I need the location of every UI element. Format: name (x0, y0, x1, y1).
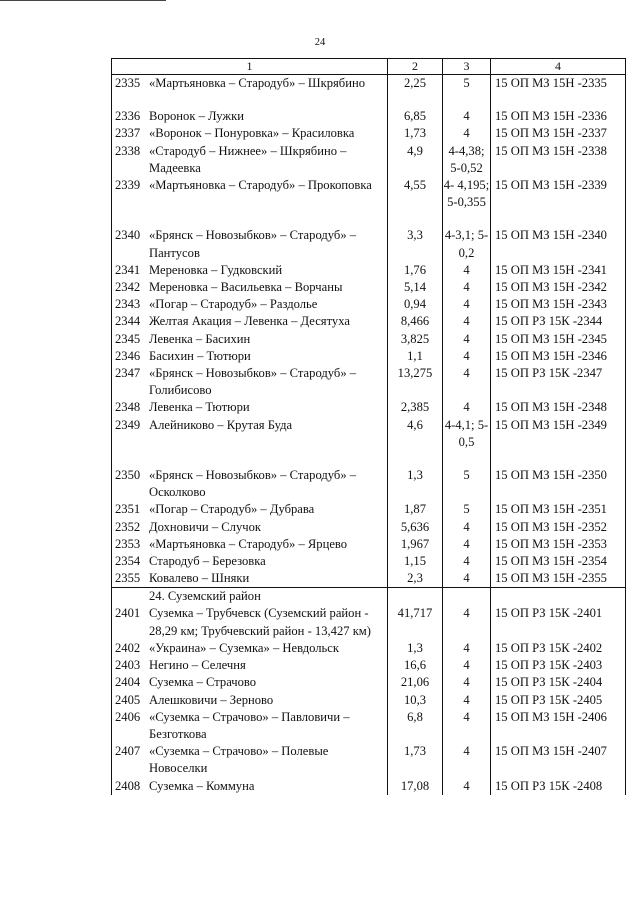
road-number: 2346 (115, 348, 141, 363)
road-code: 15 ОП МЗ 15Н -2406 (491, 709, 626, 743)
road-category: 4 (443, 640, 491, 657)
road-cell (112, 262, 388, 279)
road-code: 15 ОП РЗ 15К -2347 (491, 365, 626, 399)
road-code: 15 ОП МЗ 15Н -2337 (491, 125, 626, 142)
road-name: Мереновка – Гудковский (149, 262, 283, 277)
road-name: Мереновка – Васильевка – Ворчаны (149, 280, 343, 295)
spacer-cell (388, 451, 443, 467)
road-cell (112, 417, 388, 451)
road-length: 3,825 (388, 331, 443, 348)
road-cell (112, 348, 388, 365)
spacer-cell (491, 92, 626, 108)
road-length: 5,636 (388, 519, 443, 536)
road-length: 2,385 (388, 399, 443, 416)
road-code: 15 ОП МЗ 15Н -2346 (491, 348, 626, 365)
road-number: 2404 (115, 675, 141, 690)
road-category: 4 (443, 108, 491, 125)
table-row (112, 313, 626, 330)
road-cell (112, 657, 388, 674)
road-name: «Суземка – Страчово» – Павловичи – Безготкова (149, 709, 350, 741)
table-row (112, 674, 626, 691)
road-number: 2401 (115, 606, 141, 621)
road-name: «Мартьяновка – Стародуб» – Прокоповка (149, 178, 372, 193)
road-number: 2341 (115, 262, 141, 277)
road-category: 4 (443, 570, 491, 588)
road-length: 13,275 (388, 365, 443, 399)
road-name: Воронок – Лужки (149, 109, 244, 124)
road-category: 4 (443, 279, 491, 296)
road-code: 15 ОП МЗ 15Н -2355 (491, 570, 626, 588)
road-code: 15 ОП МЗ 15Н -2350 (491, 467, 626, 501)
road-name: Желтая Акация – Левенка – Десятуха (149, 314, 350, 329)
road-name: Суземка – Трубчевск (Суземский район - 28,29 км; Трубчевский район - 13,427 км) (149, 606, 371, 638)
road-name: «Брянск – Новозыбков» – Стародуб» – Голибисово (149, 366, 357, 398)
table-row (112, 417, 626, 451)
road-length: 2,3 (388, 570, 443, 588)
table-row (112, 778, 626, 795)
page-number: 24 (314, 37, 326, 48)
road-length: 4,6 (388, 417, 443, 451)
road-category: 5 (443, 75, 491, 93)
road-code: 15 ОП РЗ 15К -2404 (491, 674, 626, 691)
road-name: «Брянск – Новозыбков» – Стародуб» – Пантусов (149, 228, 357, 260)
table-row (112, 331, 626, 348)
road-category: 4 (443, 743, 491, 777)
road-length: 1,76 (388, 262, 443, 279)
road-category: 4 (443, 399, 491, 416)
road-code: 15 ОП МЗ 15Н -2338 (491, 143, 626, 177)
road-length: 6,85 (388, 108, 443, 125)
header-col-1: 1 (112, 59, 388, 75)
road-cell (112, 778, 388, 795)
road-cell (112, 536, 388, 553)
road-cell (112, 331, 388, 348)
table-row (112, 605, 626, 639)
road-number: 2351 (115, 502, 141, 517)
road-number: 2407 (115, 744, 141, 759)
road-cell (112, 553, 388, 570)
road-name: «Погар – Стародуб» – Раздолье (149, 297, 318, 312)
road-code: 15 ОП РЗ 15К -2403 (491, 657, 626, 674)
road-length: 1,967 (388, 536, 443, 553)
table-row (112, 75, 626, 93)
road-cell (112, 108, 388, 125)
road-cell (112, 570, 388, 588)
road-cell (112, 177, 388, 211)
road-number: 2355 (115, 571, 141, 586)
road-length: 0,94 (388, 296, 443, 313)
road-number: 2350 (115, 468, 141, 483)
road-cell (112, 143, 388, 177)
road-code: 15 ОП РЗ 15К -2405 (491, 692, 626, 709)
spacer-cell (491, 211, 626, 227)
road-cell (112, 467, 388, 501)
header-col-3: 3 (443, 59, 491, 75)
road-category: 5 (443, 501, 491, 518)
road-number: 2349 (115, 417, 141, 432)
road-number: 2336 (115, 109, 141, 124)
road-cell (112, 227, 388, 261)
table-row (112, 399, 626, 416)
road-length: 1,15 (388, 553, 443, 570)
road-name: Ковалево – Шняки (149, 571, 250, 586)
road-cell (112, 743, 388, 777)
road-cell (112, 709, 388, 743)
road-length: 5,14 (388, 279, 443, 296)
section-empty-cell (443, 588, 491, 606)
road-category: 4 (443, 605, 491, 639)
roads-table-container (111, 58, 625, 795)
table-header (112, 59, 626, 75)
road-code: 15 ОП МЗ 15Н -2341 (491, 262, 626, 279)
section-row (112, 588, 626, 606)
road-name: Дохновичи – Случок (149, 519, 261, 534)
road-code: 15 ОП МЗ 15Н -2342 (491, 279, 626, 296)
road-name: «Погар – Стародуб» – Дубрава (149, 502, 315, 517)
road-length: 3,3 (388, 227, 443, 261)
table-row (112, 296, 626, 313)
road-number: 2352 (115, 519, 141, 534)
road-length: 41,717 (388, 605, 443, 639)
section-empty-cell (388, 588, 443, 606)
road-cell (112, 399, 388, 416)
road-length: 6,8 (388, 709, 443, 743)
road-category: 4 (443, 657, 491, 674)
table-row (112, 519, 626, 536)
road-name: «Брянск – Новозыбков» – Стародуб» – Осколково (149, 468, 357, 500)
road-length: 1,87 (388, 501, 443, 518)
road-length: 16,6 (388, 657, 443, 674)
road-number: 2335 (115, 76, 141, 90)
road-cell (112, 313, 388, 330)
road-length: 8,466 (388, 313, 443, 330)
table-row (112, 279, 626, 296)
road-category: 5 (443, 467, 491, 501)
road-category: 4 (443, 778, 491, 795)
spacer-cell (443, 211, 491, 227)
road-name: Басихин – Тютюри (149, 348, 251, 363)
table-row (112, 467, 626, 501)
road-code: 15 ОП МЗ 15Н -2336 (491, 108, 626, 125)
road-number: 2353 (115, 536, 141, 551)
road-code: 15 ОП МЗ 15Н -2339 (491, 177, 626, 211)
road-category: 4 (443, 313, 491, 330)
road-name: Алешковичи – Зерново (149, 692, 274, 707)
road-code: 15 ОП МЗ 15Н -2352 (491, 519, 626, 536)
road-name: «Мартьяновка – Стародуб» – Ярцево (149, 536, 348, 551)
road-number: 2345 (115, 331, 141, 346)
table-row (112, 709, 626, 743)
road-category: 4 (443, 125, 491, 142)
spacer-cell (491, 451, 626, 467)
road-code: 15 ОП МЗ 15Н -2354 (491, 553, 626, 570)
road-name: Алейниково – Крутая Буда (149, 417, 293, 432)
top-rule (0, 0, 166, 1)
road-code: 15 ОП МЗ 15Н -2348 (491, 399, 626, 416)
road-cell (112, 640, 388, 657)
road-name: Левенка – Басихин (149, 331, 251, 346)
road-length: 1,73 (388, 125, 443, 142)
table-row (112, 125, 626, 142)
road-name: «Суземка – Страчово» – Полевые Новоселки (149, 744, 329, 776)
header-row (112, 59, 626, 75)
road-number: 2402 (115, 640, 141, 655)
table-body (112, 75, 626, 795)
road-category: 4 (443, 262, 491, 279)
road-number: 2348 (115, 400, 141, 415)
road-code: 15 ОП МЗ 15Н -2351 (491, 501, 626, 518)
road-cell (112, 605, 388, 639)
road-category: 4-3,1; 5-0,2 (443, 227, 491, 261)
section-empty-cell (491, 588, 626, 606)
table-row (112, 365, 626, 399)
road-category: 4-4,1; 5-0,5 (443, 417, 491, 451)
road-number: 2338 (115, 143, 141, 158)
road-cell (112, 692, 388, 709)
road-category: 4 (443, 536, 491, 553)
road-category: 4 (443, 296, 491, 313)
spacer-row (112, 92, 626, 108)
road-length: 21,06 (388, 674, 443, 691)
road-code: 15 ОП МЗ 15Н -2345 (491, 331, 626, 348)
road-code: 15 ОП МЗ 15Н -2407 (491, 743, 626, 777)
table-row (112, 227, 626, 261)
road-number: 2405 (115, 692, 141, 707)
road-number: 2343 (115, 297, 141, 312)
road-code: 15 ОП МЗ 15Н -2353 (491, 536, 626, 553)
spacer-cell (112, 92, 388, 108)
table-row (112, 553, 626, 570)
road-code: 15 ОП РЗ 15К -2408 (491, 778, 626, 795)
road-cell (112, 501, 388, 518)
road-length: 1,3 (388, 640, 443, 657)
road-code: 15 ОП МЗ 15Н -2335 (491, 75, 626, 93)
table-row (112, 640, 626, 657)
road-name: «Стародуб – Нижнее» – Шкрябино – Мадеевка (149, 143, 347, 175)
table-row (112, 177, 626, 211)
road-category: 4 (443, 348, 491, 365)
roads-table (111, 58, 626, 795)
road-name: «Воронок – Понуровка» – Красиловка (149, 126, 355, 141)
spacer-cell (443, 92, 491, 108)
road-number: 2347 (115, 366, 141, 381)
spacer-cell (388, 211, 443, 227)
spacer-row (112, 211, 626, 227)
road-code: 15 ОП МЗ 15Н -2349 (491, 417, 626, 451)
road-cell (112, 365, 388, 399)
road-length: 2,25 (388, 75, 443, 93)
road-number: 2344 (115, 314, 141, 329)
road-length: 1,73 (388, 743, 443, 777)
road-name: Суземка – Страчово (149, 675, 257, 690)
table-row (112, 536, 626, 553)
road-number: 2339 (115, 178, 141, 193)
header-col-4: 4 (491, 59, 626, 75)
table-row (112, 692, 626, 709)
road-number: 2408 (115, 778, 141, 793)
road-cell (112, 296, 388, 313)
road-name: «Украина» – Суземка» – Невдольск (149, 640, 339, 655)
table-row (112, 108, 626, 125)
road-name: Стародуб – Березовка (149, 554, 266, 569)
road-length: 17,08 (388, 778, 443, 795)
road-name: Левенка – Тютюри (149, 400, 250, 415)
table-row (112, 262, 626, 279)
table-row (112, 348, 626, 365)
road-category: 4- 4,195; 5-0,355 (443, 177, 491, 211)
table-row (112, 501, 626, 518)
road-category: 4-4,38; 5-0,52 (443, 143, 491, 177)
table-row (112, 743, 626, 777)
road-category: 4 (443, 674, 491, 691)
road-number: 2337 (115, 126, 141, 141)
road-name: Негино – Селечня (149, 658, 246, 673)
road-category: 4 (443, 365, 491, 399)
road-name: Суземка – Коммуна (149, 778, 255, 793)
road-number: 2340 (115, 228, 141, 243)
spacer-cell (112, 211, 388, 227)
road-cell (112, 279, 388, 296)
road-length: 4,9 (388, 143, 443, 177)
spacer-cell (443, 451, 491, 467)
road-code: 15 ОП РЗ 15К -2402 (491, 640, 626, 657)
section-heading: 24. Суземский район (112, 588, 388, 606)
road-category: 4 (443, 709, 491, 743)
road-category: 4 (443, 519, 491, 536)
road-length: 1,3 (388, 467, 443, 501)
road-number: 2406 (115, 709, 141, 724)
road-length: 4,55 (388, 177, 443, 211)
table-row (112, 657, 626, 674)
road-length: 1,1 (388, 348, 443, 365)
road-code: 15 ОП МЗ 15Н -2343 (491, 296, 626, 313)
road-code: 15 ОП РЗ 15К -2401 (491, 605, 626, 639)
road-category: 4 (443, 331, 491, 348)
road-code: 15 ОП МЗ 15Н -2340 (491, 227, 626, 261)
road-length: 10,3 (388, 692, 443, 709)
road-code: 15 ОП РЗ 15К -2344 (491, 313, 626, 330)
spacer-row (112, 451, 626, 467)
spacer-cell (112, 451, 388, 467)
table-row (112, 143, 626, 177)
road-number: 2354 (115, 554, 141, 569)
road-category: 4 (443, 692, 491, 709)
road-name: «Мартьяновка – Стародуб» – Шкрябино (149, 76, 365, 90)
header-col-2: 2 (388, 59, 443, 75)
road-cell (112, 75, 388, 93)
road-cell (112, 674, 388, 691)
road-number: 2403 (115, 658, 141, 673)
road-cell (112, 519, 388, 536)
road-number: 2342 (115, 280, 141, 295)
spacer-cell (388, 92, 443, 108)
table-row (112, 570, 626, 588)
road-cell (112, 125, 388, 142)
road-category: 4 (443, 553, 491, 570)
